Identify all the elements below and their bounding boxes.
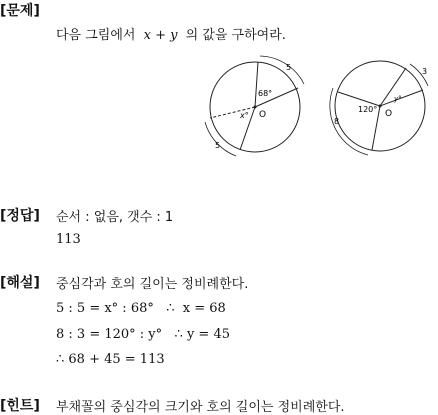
figure-left: [200, 50, 310, 160]
left-arc-bottom: [205, 122, 236, 156]
right-y-label: y°: [394, 95, 402, 103]
left-radius-top: [255, 62, 258, 107]
right-arc-left-label: 8: [334, 117, 340, 126]
left-arc-bottom-label: 5: [215, 141, 221, 150]
left-angle-label: 68°: [258, 89, 273, 98]
explanation-label: [해설]: [0, 275, 40, 291]
problem-text-after: 의 값을 구하여라.: [185, 28, 286, 43]
right-center-dot: [379, 105, 382, 108]
left-arc-top-label: 5: [286, 63, 292, 72]
left-x-label: x°: [240, 111, 249, 120]
left-center-label: O: [259, 110, 267, 120]
problem-label: [문제]: [0, 3, 40, 19]
hint-text: 부채꼴의 중심각의 크기와 호의 길이는 정비례한다.: [56, 400, 345, 415]
left-arc-top: [260, 56, 304, 84]
answer-line2: 113: [56, 232, 81, 247]
left-center-dot: [254, 106, 257, 109]
right-arc-right-label: 3: [422, 67, 428, 76]
explanation-eq1: 5 : 5 = x° : 68° ∴ x = 68: [56, 301, 226, 316]
right-radius-top: [380, 68, 406, 106]
explanation-line1: 중심각과 호의 길이는 정비례한다.: [56, 277, 249, 292]
right-angle-label: 120°: [358, 105, 378, 114]
figure-right: [328, 50, 438, 160]
hint-label: [힌트]: [0, 398, 40, 414]
explanation-eq3: ∴ 68 + 45 = 113: [56, 352, 165, 367]
answer-line1: 순서 : 없음, 갯수 : 1: [56, 210, 174, 225]
answer-label: [정답]: [0, 208, 40, 224]
problem-math: x + y: [143, 28, 178, 43]
right-center-label: O: [385, 109, 393, 119]
explanation-eq2: 8 : 3 = 120° : y° ∴ y = 45: [56, 327, 230, 342]
problem-text-before: 다음 그림에서: [56, 28, 136, 43]
right-radius-left: [338, 92, 380, 106]
problem-text: [56, 24, 286, 43]
